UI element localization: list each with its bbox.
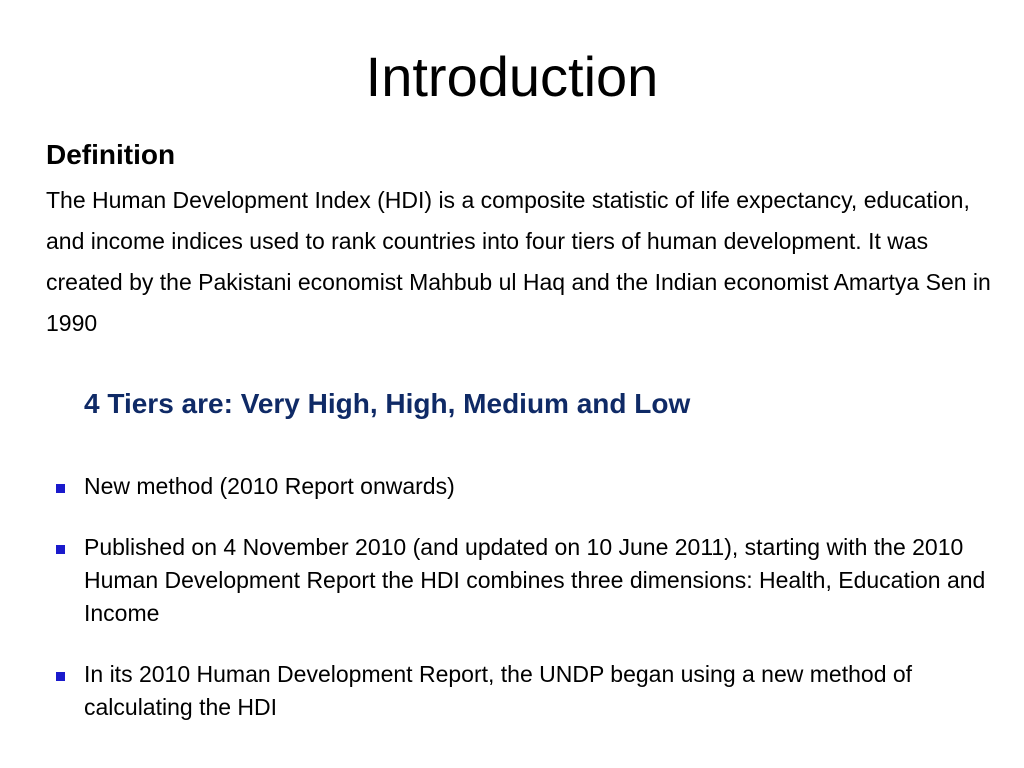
square-bullet-icon xyxy=(56,672,65,681)
bullet-item xyxy=(46,470,1006,503)
tiers-heading: 4 Tiers are: Very High, High, Medium and Low xyxy=(84,388,691,419)
bullet-item xyxy=(46,658,1006,724)
square-bullet-icon xyxy=(56,484,65,493)
square-bullet-icon xyxy=(56,545,65,554)
bullet-list xyxy=(46,470,1006,724)
definition-text: The Human Development Index (HDI) is a composite statistic of life expectancy, education, and income indices used to rank countries into four tiers of human development. It was created by the Pakistani economist Mahbub ul Haq and the Indian economist Amartya Sen in 1990 xyxy=(46,187,991,336)
bullet-item xyxy=(46,531,1006,630)
bullet-text: In its 2010 Human Development Report, the UNDP began using a new method of calculating the HDI xyxy=(84,661,913,720)
slide-title: Introduction xyxy=(365,45,659,108)
bullet-text: Published on 4 November 2010 (and updated on 10 June 2011), starting with the 2010 Human Development Report the HDI combines three dimensions: Health, Education and Income xyxy=(84,534,986,626)
definition-heading: Definition xyxy=(46,139,176,170)
bullet-text: New method (2010 Report onwards) xyxy=(84,473,455,499)
